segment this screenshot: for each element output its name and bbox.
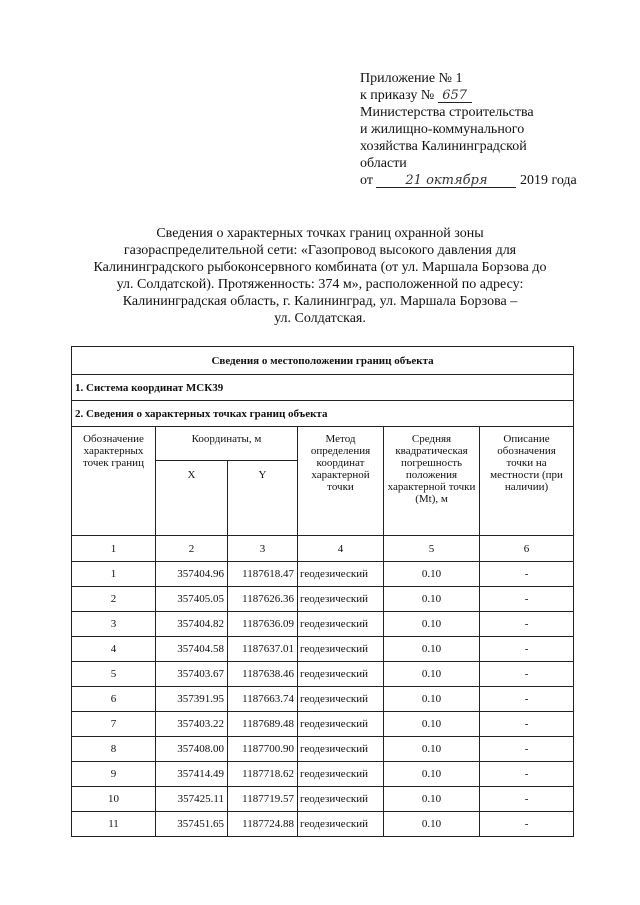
column-number: 4	[298, 536, 384, 562]
method: геодезический	[298, 762, 384, 787]
point-number: 1	[72, 562, 156, 587]
point-number: 10	[72, 787, 156, 812]
error: 0.10	[384, 787, 480, 812]
coord-x: 357404.96	[156, 562, 228, 587]
table-row	[72, 612, 574, 637]
header-coordinates: Координаты, м	[156, 427, 298, 461]
header-designation: Обозначение характерных точек границ	[72, 427, 156, 536]
heading-line: Калининградская область, г. Калининград, ул. Маршала Борзова –	[122, 294, 518, 309]
boundary-points-table	[71, 346, 574, 837]
heading-line: Сведения о характерных точках границ охранной зоны	[156, 226, 484, 241]
header-y: Y	[228, 461, 298, 536]
method: геодезический	[298, 737, 384, 762]
description: -	[480, 562, 574, 587]
coord-y: 1187718.62	[228, 762, 298, 787]
point-number: 11	[72, 812, 156, 837]
coord-x: 357404.58	[156, 637, 228, 662]
header-x: X	[156, 461, 228, 536]
description: -	[480, 637, 574, 662]
method: геодезический	[298, 562, 384, 587]
method: геодезический	[298, 637, 384, 662]
method: геодезический	[298, 712, 384, 737]
coord-y: 1187637.01	[228, 637, 298, 662]
table-row	[72, 587, 574, 612]
header-error: Средняя квадратическая погрешность положения характерной точки (Mt), м	[384, 427, 480, 536]
table-row	[72, 562, 574, 587]
table-title-row	[72, 347, 574, 375]
coord-y: 1187689.48	[228, 712, 298, 737]
section-1-row	[72, 375, 574, 401]
description: -	[480, 712, 574, 737]
error: 0.10	[384, 662, 480, 687]
description: -	[480, 662, 574, 687]
coord-y: 1187719.57	[228, 787, 298, 812]
table-row	[72, 687, 574, 712]
appendix-block	[360, 70, 630, 189]
header-row-1	[72, 427, 574, 461]
date-prefix: от	[360, 173, 373, 188]
description: -	[480, 587, 574, 612]
error: 0.10	[384, 737, 480, 762]
table-row	[72, 637, 574, 662]
column-number: 6	[480, 536, 574, 562]
order-number: 657	[438, 89, 472, 103]
heading-line: газораспределительной сети: «Газопровод высокого давления для	[123, 243, 517, 258]
appendix-number: Приложение № 1	[360, 71, 463, 86]
point-number: 4	[72, 637, 156, 662]
ministry-line-1: Министерства строительства	[360, 105, 534, 120]
description: -	[480, 612, 574, 637]
point-number: 8	[72, 737, 156, 762]
description: -	[480, 687, 574, 712]
method: геодезический	[298, 787, 384, 812]
heading-line: Калининградского рыбоконсервного комбината (от ул. Маршала Борзова до	[93, 260, 547, 275]
point-number: 6	[72, 687, 156, 712]
column-numbers-row	[72, 536, 574, 562]
point-number: 9	[72, 762, 156, 787]
coord-y: 1187638.46	[228, 662, 298, 687]
date-suffix: 2019 года	[519, 173, 577, 188]
point-number: 5	[72, 662, 156, 687]
coord-x: 357414.49	[156, 762, 228, 787]
table-row	[72, 812, 574, 837]
order-prefix: к приказу №	[360, 88, 435, 103]
column-number: 1	[72, 536, 156, 562]
coord-x: 357425.11	[156, 787, 228, 812]
method: геодезический	[298, 612, 384, 637]
coord-x: 357403.22	[156, 712, 228, 737]
error: 0.10	[384, 612, 480, 637]
section-2: 2. Сведения о характерных точках границ объекта	[72, 401, 574, 427]
section-1: 1. Система координат МСК39	[72, 375, 574, 401]
error: 0.10	[384, 812, 480, 837]
heading-line: ул. Солдатской). Протяженность: 374 м», расположенной по адресу:	[116, 277, 524, 292]
error: 0.10	[384, 712, 480, 737]
column-number: 3	[228, 536, 298, 562]
error: 0.10	[384, 762, 480, 787]
description: -	[480, 787, 574, 812]
point-number: 7	[72, 712, 156, 737]
ministry-line-3: хозяйства Калининградской	[360, 139, 527, 154]
description: -	[480, 812, 574, 837]
heading-line: ул. Солдатская.	[274, 311, 366, 326]
coord-y: 1187618.47	[228, 562, 298, 587]
header-description: Описание обозначения точки на местности (при наличии)	[480, 427, 574, 536]
table-row	[72, 787, 574, 812]
method: геодезический	[298, 662, 384, 687]
order-line	[360, 87, 630, 104]
table-row	[72, 712, 574, 737]
error: 0.10	[384, 562, 480, 587]
coord-x: 357404.82	[156, 612, 228, 637]
coord-y: 1187724.88	[228, 812, 298, 837]
header-method: Метод определения координат характерной точки	[298, 427, 384, 536]
document-heading	[70, 225, 570, 327]
coord-y: 1187636.09	[228, 612, 298, 637]
coord-x: 357391.95	[156, 687, 228, 712]
table-title: Сведения о местоположении границ объекта	[72, 347, 574, 375]
table-row	[72, 662, 574, 687]
date-line	[360, 172, 630, 189]
description: -	[480, 737, 574, 762]
error: 0.10	[384, 687, 480, 712]
method: геодезический	[298, 687, 384, 712]
coord-x: 357408.00	[156, 737, 228, 762]
point-number: 2	[72, 587, 156, 612]
coord-x: 357405.05	[156, 587, 228, 612]
error: 0.10	[384, 637, 480, 662]
section-2-row	[72, 401, 574, 427]
method: геодезический	[298, 587, 384, 612]
table-row	[72, 762, 574, 787]
coord-y: 1187626.36	[228, 587, 298, 612]
coord-x: 357403.67	[156, 662, 228, 687]
ministry-line-2: и жилищно-коммунального	[360, 122, 525, 137]
date-handwritten: 21 октября	[376, 174, 516, 188]
method: геодезический	[298, 812, 384, 837]
coord-y: 1187700.90	[228, 737, 298, 762]
column-number: 2	[156, 536, 228, 562]
ministry-line-4: области	[360, 156, 407, 171]
column-number: 5	[384, 536, 480, 562]
table-row	[72, 737, 574, 762]
description: -	[480, 762, 574, 787]
coord-x: 357451.65	[156, 812, 228, 837]
error: 0.10	[384, 587, 480, 612]
point-number: 3	[72, 612, 156, 637]
coord-y: 1187663.74	[228, 687, 298, 712]
